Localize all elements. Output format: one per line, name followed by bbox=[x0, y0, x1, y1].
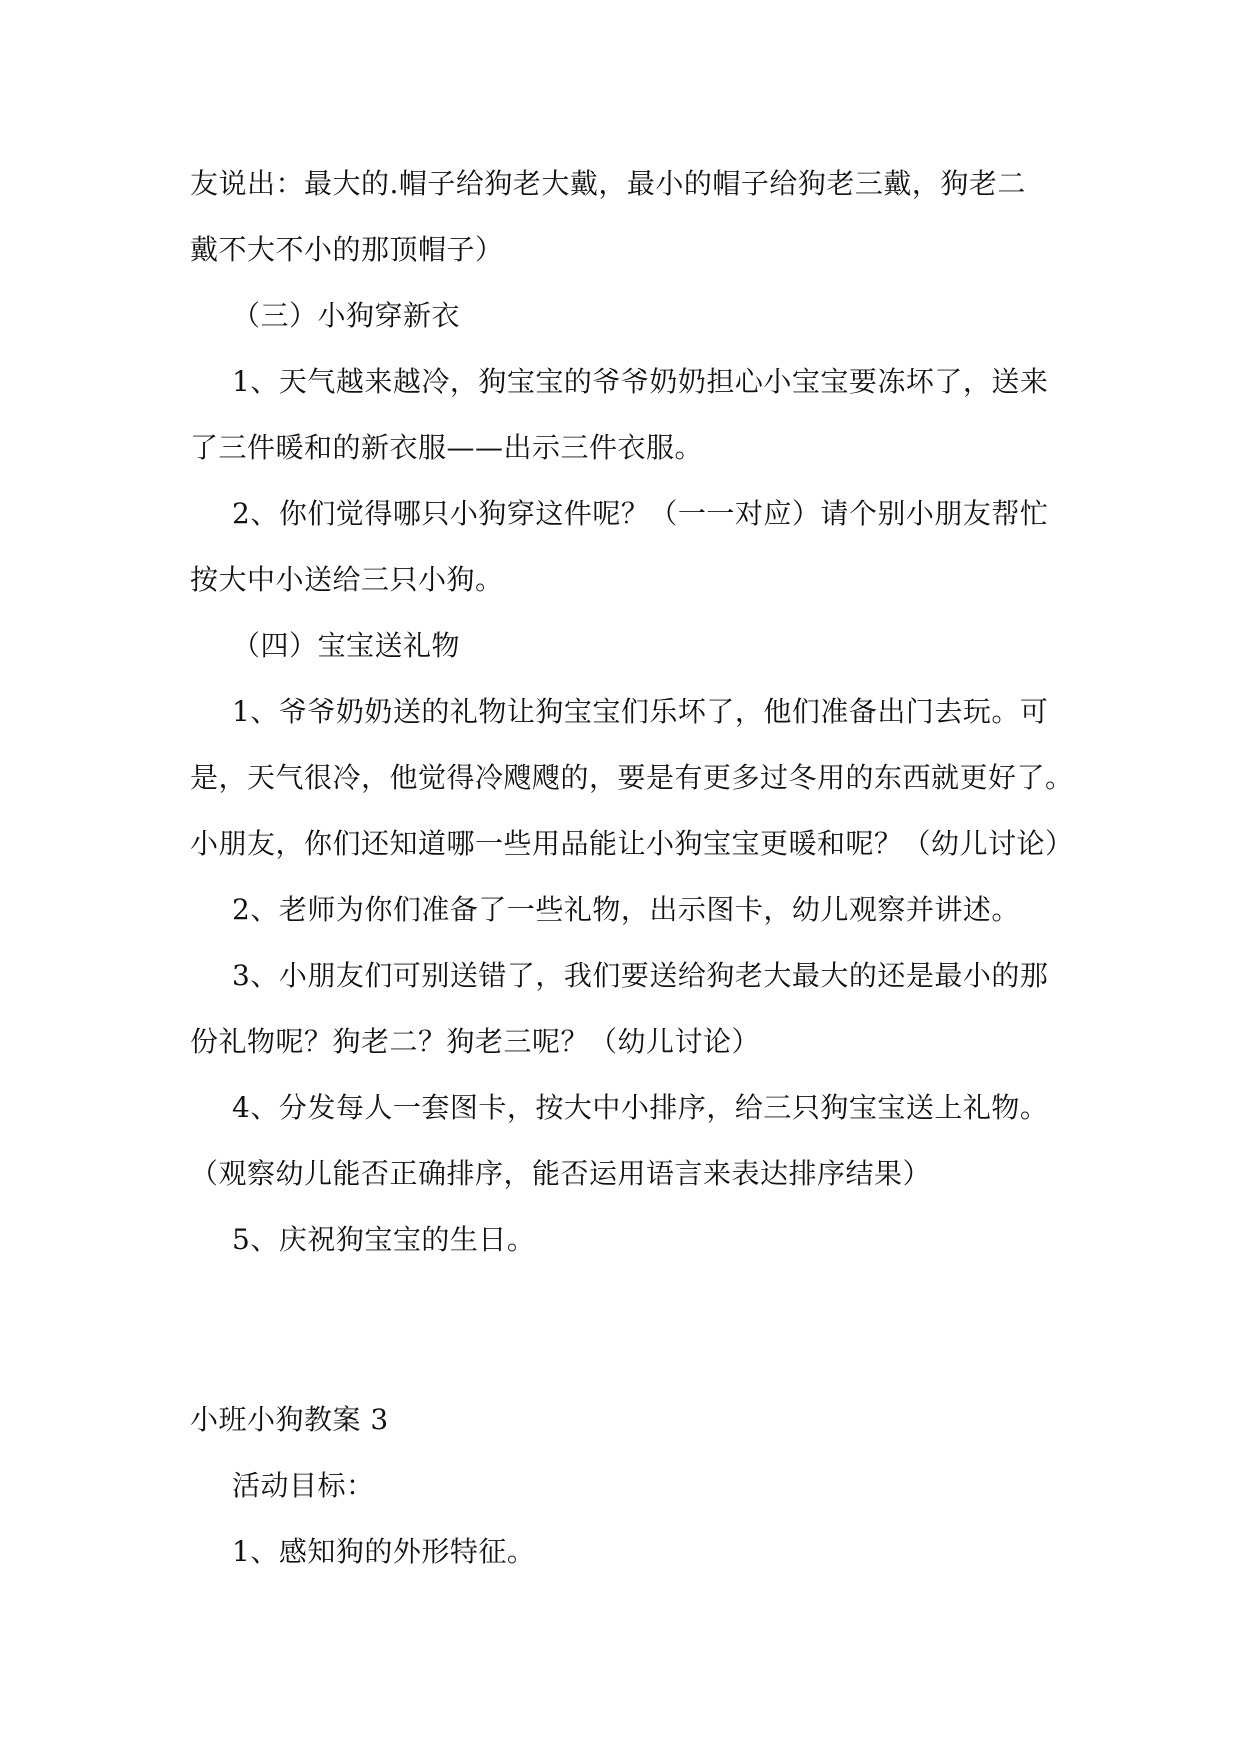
paragraph-line: 按大中小送给三只小狗。 bbox=[190, 563, 504, 596]
paragraph-line: （观察幼儿能否正确排序，能否运用语言来表达排序结果） bbox=[190, 1157, 932, 1190]
section-heading: 活动目标： bbox=[232, 1469, 375, 1502]
paragraph-line: 1、爷爷奶奶送的礼物让狗宝宝们乐坏了，他们准备出门去玩。可 bbox=[232, 695, 1049, 728]
paragraph-line: 戴不大不小的那顶帽子） bbox=[190, 233, 504, 266]
section-heading: （三）小狗穿新衣 bbox=[232, 299, 461, 332]
document-title: 小班小狗教案 3 bbox=[190, 1403, 389, 1436]
paragraph-line: 2、你们觉得哪只小狗穿这件呢？（一一对应）请个别小朋友帮忙 bbox=[232, 497, 1049, 530]
paragraph-line: 1、感知狗的外形特征。 bbox=[232, 1535, 536, 1568]
paragraph-line: 小朋友，你们还知道哪一些用品能让小狗宝宝更暖和呢？（幼儿讨论） bbox=[190, 827, 1074, 860]
paragraph-line: 了三件暖和的新衣服——出示三件衣服。 bbox=[190, 431, 704, 464]
paragraph-line: 3、小朋友们可别送错了，我们要送给狗老大最大的还是最小的那 bbox=[232, 959, 1049, 992]
section-heading: （四）宝宝送礼物 bbox=[232, 629, 461, 662]
paragraph-line: 4、分发每人一套图卡，按大中小排序，给三只狗宝宝送上礼物。 bbox=[232, 1091, 1049, 1124]
paragraph-line: 5、庆祝狗宝宝的生日。 bbox=[232, 1223, 536, 1256]
paragraph-line: 2、老师为你们准备了一些礼物，出示图卡，幼儿观察并讲述。 bbox=[232, 893, 1020, 926]
paragraph-line: 1、天气越来越冷，狗宝宝的爷爷奶奶担心小宝宝要冻坏了，送来 bbox=[232, 365, 1049, 398]
paragraph-line: 份礼物呢？狗老二？狗老三呢？（幼儿讨论） bbox=[190, 1025, 761, 1058]
paragraph-line: 是，天气很冷，他觉得冷飕飕的，要是有更多过冬用的东西就更好了。 bbox=[190, 761, 1074, 794]
paragraph-line: 友说出：最大的.帽子给狗老大戴，最小的帽子给狗老三戴，狗老二 bbox=[190, 167, 1026, 200]
